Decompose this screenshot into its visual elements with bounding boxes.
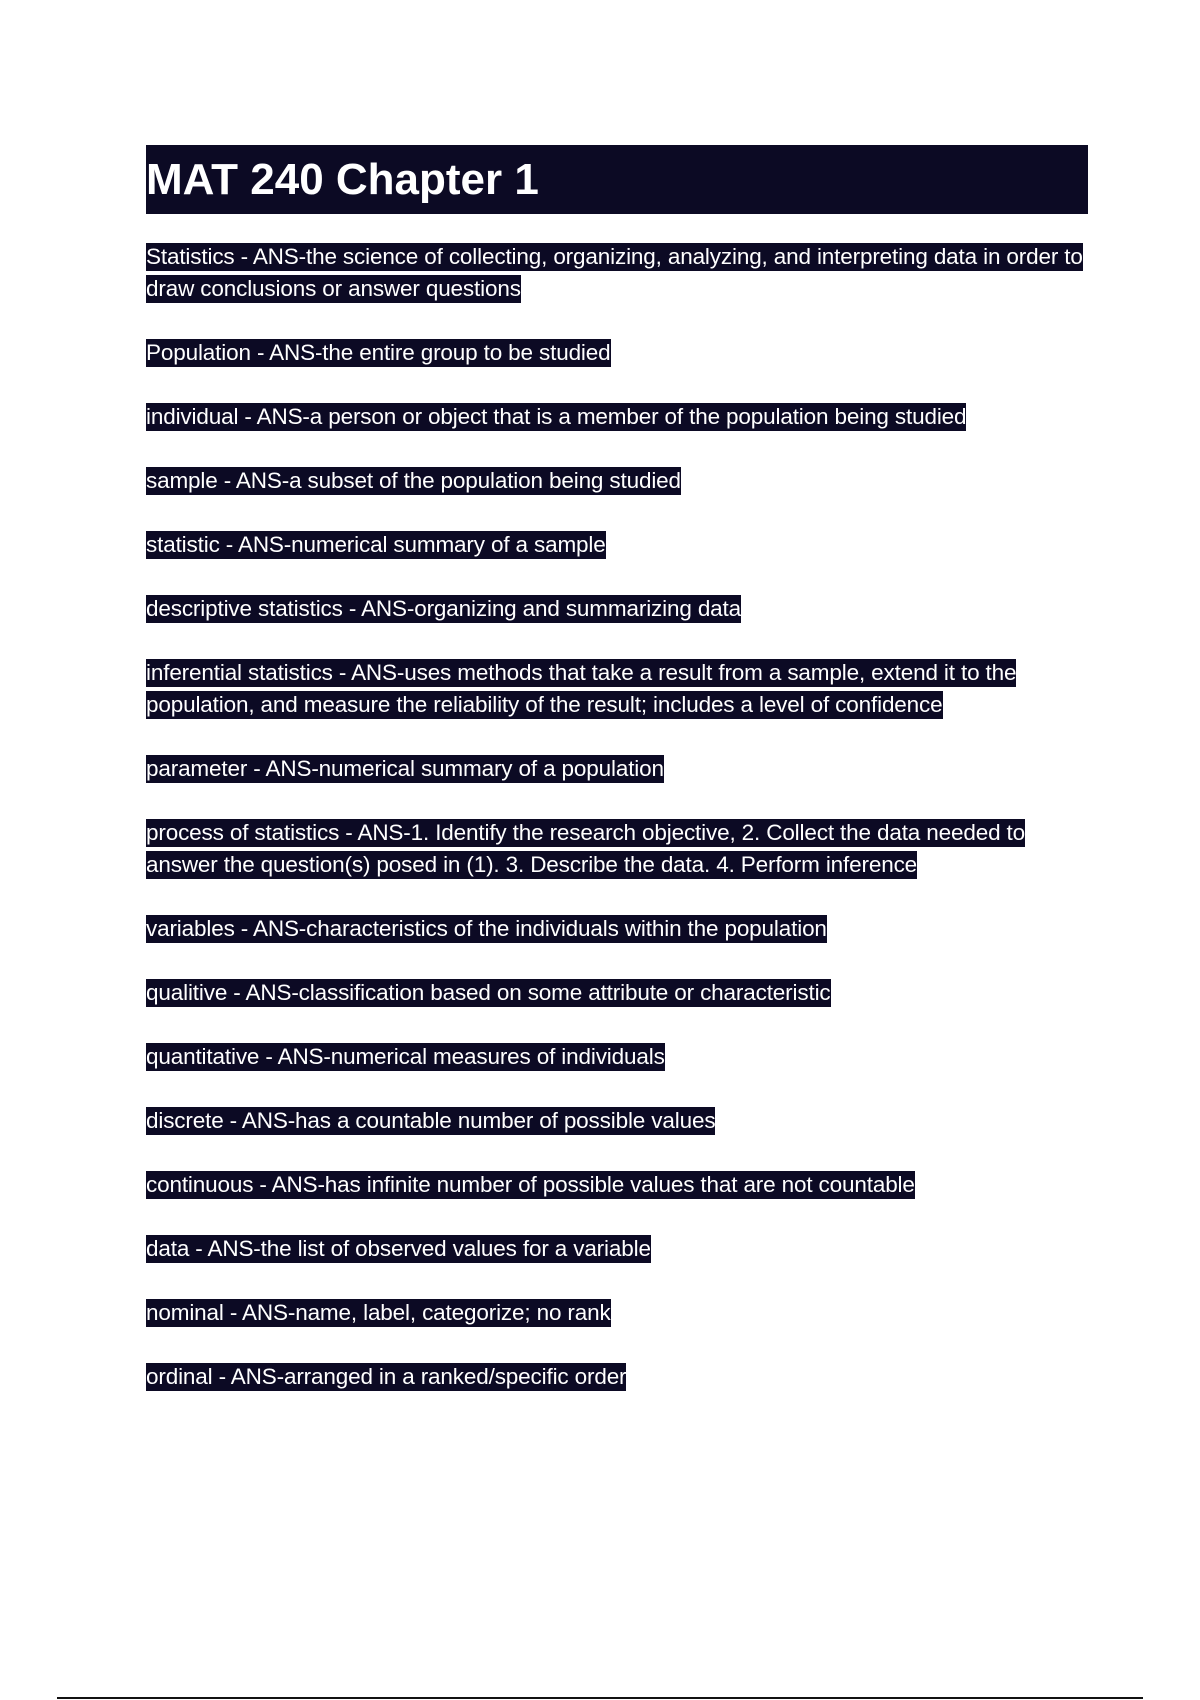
definition-entry <box>146 753 1088 785</box>
definition-entry <box>146 465 1088 497</box>
definition-entry <box>146 817 1088 881</box>
definition-text: data - ANS-the list of observed values for a variable <box>146 1236 651 1261</box>
definition-text: Statistics - ANS-the science of collecting, organizing, analyzing, and interpreting data in order to draw conclusions or answer questions <box>146 244 1083 301</box>
definition-entry <box>146 337 1088 369</box>
definition-text: sample - ANS-a subset of the population being studied <box>146 468 681 493</box>
definition-entry <box>146 1041 1088 1073</box>
footer-divider <box>57 1697 1143 1699</box>
definition-text: continuous - ANS-has infinite number of possible values that are not countable <box>146 1172 915 1197</box>
definition-entry <box>146 1361 1088 1393</box>
definition-text: process of statistics - ANS-1. Identify the research objective, 2. Collect the data needed to answer the question(s) posed in (1). 3. Describe the data. 4. Perform inference <box>146 820 1026 877</box>
definition-text: variables - ANS-characteristics of the individuals within the population <box>146 916 827 941</box>
definition-entry <box>146 1105 1088 1137</box>
definition-entry <box>146 241 1088 305</box>
definition-text: quantitative - ANS-numerical measures of individuals <box>146 1044 665 1069</box>
definition-text: parameter - ANS-numerical summary of a population <box>146 756 664 781</box>
definition-entry <box>146 913 1088 945</box>
definition-text: ordinal - ANS-arranged in a ranked/specific order <box>146 1364 627 1389</box>
definition-entry <box>146 529 1088 561</box>
definition-entry <box>146 593 1088 625</box>
definition-text: inferential statistics - ANS-uses methods that take a result from a sample, extend it to the population, and measure the reliability of the result; includes a level of confidence <box>146 660 1017 717</box>
definition-entry <box>146 657 1088 721</box>
definition-text: Population - ANS-the entire group to be studied <box>146 340 611 365</box>
definition-entry <box>146 1297 1088 1329</box>
page-title: MAT 240 Chapter 1 <box>146 154 539 204</box>
definition-entry <box>146 1233 1088 1265</box>
definition-text: nominal - ANS-name, label, categorize; no rank <box>146 1300 611 1325</box>
definition-text: qualitive - ANS-classification based on some attribute or characteristic <box>146 980 831 1005</box>
definition-text: statistic - ANS-numerical summary of a sample <box>146 532 606 557</box>
definition-text: discrete - ANS-has a countable number of possible values <box>146 1108 716 1133</box>
definition-entry <box>146 401 1088 433</box>
definition-entry <box>146 977 1088 1009</box>
definition-text: individual - ANS-a person or object that is a member of the population being studied <box>146 404 967 429</box>
definition-text: descriptive statistics - ANS-organizing and summarizing data <box>146 596 742 621</box>
definition-list <box>146 241 1088 1393</box>
title-bar <box>146 145 1088 214</box>
definition-entry <box>146 1169 1088 1201</box>
document-page <box>146 145 1088 1425</box>
